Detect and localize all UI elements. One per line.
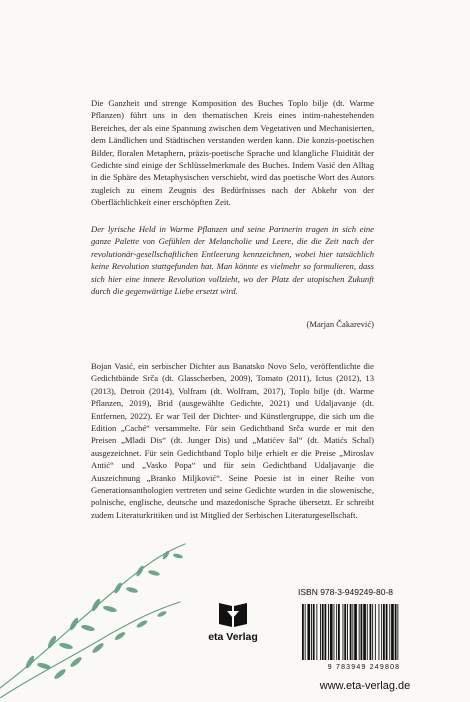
isbn-label: ISBN 978-3-949249-80-8 bbox=[298, 587, 393, 597]
author-bio: Bojan Vasić, ein serbischer Dichter aus Banatsko Novo Selo, veröffentlichte die Gedichtbände Srča (dt. Glasscherben, 2009), Tomato (2011), Ictus (2012), 13 (2013), Detroit (2014), Volfram (dt. Wolfram, 2017), Toplo bilje (dt. Warme Pflanzen, 2019), Brid (ausgewählte Gedichte, 2021) und Udaljavanje (dt. Entfernen, 2022). Er war Teil der Dichter- und Künstlergruppe, die sich um die Edition „Caché“ versammelte. Für sein Gedichtband Srča wurde er mit den Preisen „Mladi Dis“ (dt. Junger Dis) und „Matićev šal“ (dt. Matićs Schal) ausgezeichnet. Für sein Gedichtband Toplo bilje erhielt er die Preise „Miroslav Antić“ und „Vasko Popa“ und für sein Gedichtband Udaljavanje die Auszeichnung „Branko Miljković“. Seine Poesie ist in einer Reihe von Generationsanthologien vertreten und seine Gedichte wurden in die slowenische, polnische, englische, deutsche und mazedonische Sprache übersetzt. Er schreibt zudem Literaturkritiken und ist Mitglied der Serbischen Literaturgesellschaft. bbox=[91, 361, 374, 520]
publisher-name: eta Verlag bbox=[208, 631, 258, 643]
quote-paragraph: Der lyrische Held in Warme Pflanzen und seine Partnerin tragen in sich eine ganze Palette von Gefühlen der Melancholie und Leere, die die Zeit nach der revolutionär-gesellschaftlichen Entleerung kennzeichnen, wobei hier tatsächlich keine Revolution stattgefunden hat. Man könnte es vielmehr so formulieren, dass sich hier eine innere Revolution vollzieht, wo der Platz der utopischen Zukunft durch die gegenwärtige Liebe ersetzt wird. bbox=[91, 224, 374, 297]
quote-attribution: (Marjan Čakarević) bbox=[306, 319, 374, 329]
book-logo-icon bbox=[216, 599, 250, 629]
publisher-logo bbox=[202, 599, 264, 643]
website-url[interactable]: www.eta-verlag.de bbox=[319, 680, 411, 692]
description-paragraph: Die Ganzheit und strenge Komposition des Buches Toplo bilje (dt. Warme Pflanzen) führt uns in den thematischen Kreis eines intim-nahestehenden Bereiches, der als eine Spannung zwischen dem Vegetativen und Mechanisierten, dem Ländlichen und Städtischen verstanden werden kann. Die konzis-poetischen Bilder, floralen Metaphern, präzis-poetische Sprache und klangliche Fluidität der Gedichte sind einige der Schlüsselmerkmale des Buches. Indem Vasić den Alltag in die Sphäre des Metaphysischen verschiebt, wird das poetische Wort des Autors zugleich zu einem Zeugnis des Bedürfnisses nach der Abkehr von der Oberflächlichkeit einer erschöpften Zeit. bbox=[91, 98, 374, 208]
plant-illustration bbox=[0, 538, 200, 698]
barcode-number: 9 783949 249808 bbox=[327, 664, 401, 671]
barcode bbox=[298, 602, 430, 662]
